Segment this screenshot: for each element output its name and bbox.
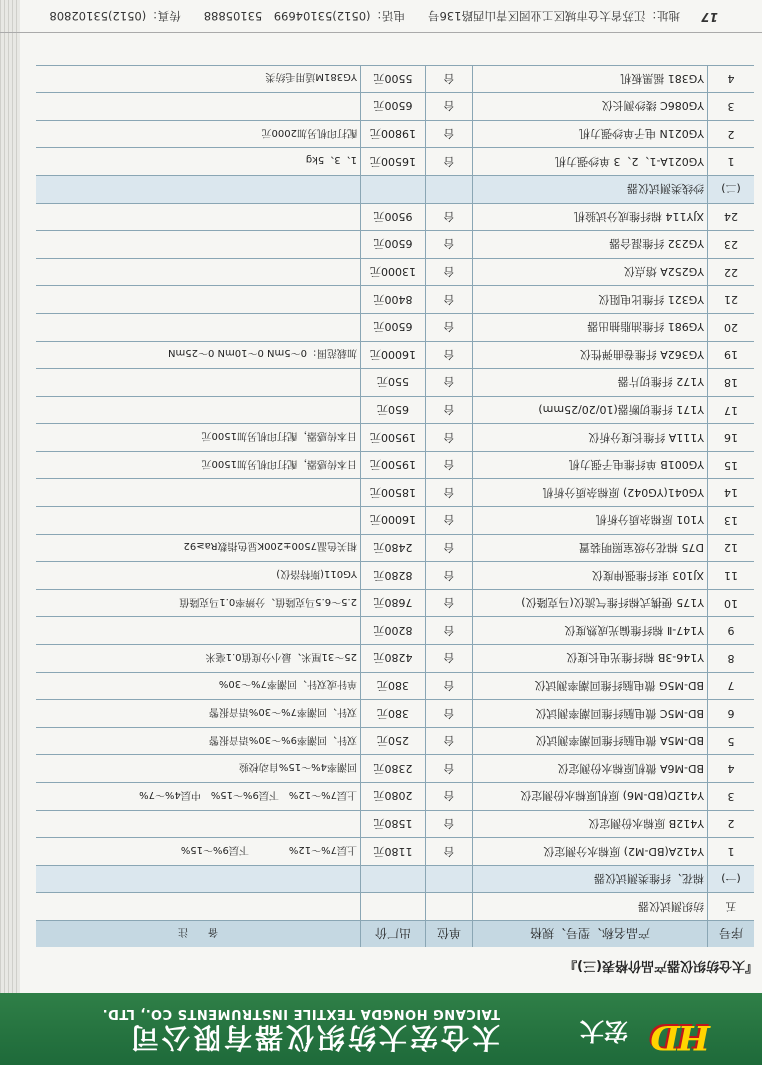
cell-note: 1、3、5kg [36, 148, 361, 176]
cell-note: 上层7%～12% 下层9%～15% [36, 838, 361, 866]
cell-no: 9 [708, 617, 755, 645]
cell-price: 5500元 [361, 65, 426, 93]
cell-price: 6500元 [361, 93, 426, 121]
cell-unit: 台 [426, 203, 473, 231]
cell-no: 1 [708, 148, 755, 176]
cell-name: BD-M5G 微电脑纤维回潮率测试仪 [473, 672, 708, 700]
table-row [36, 424, 754, 452]
cell-note [36, 93, 361, 121]
cell-note: 25～31厘米、最小分度值0.1毫米 [36, 645, 361, 673]
cell-price: 18500元 [361, 479, 426, 507]
cell-no: 6 [708, 700, 755, 728]
cell-price: 2080元 [361, 783, 426, 811]
cell-unit: 台 [426, 148, 473, 176]
table-row [36, 810, 754, 838]
cell-unit: 台 [426, 645, 473, 673]
cell-price: 16000元 [361, 341, 426, 369]
cell-note [36, 313, 361, 341]
table-body [36, 65, 754, 920]
cell-note [36, 396, 361, 424]
table-row [36, 313, 754, 341]
cell-no: 4 [708, 65, 755, 93]
cell-no: 24 [708, 203, 755, 231]
cell-name: XJ103 束纤维强伸度仪 [473, 562, 708, 590]
cell-name: YG321 纤维比电阻仪 [473, 286, 708, 314]
cell-unit: 台 [426, 810, 473, 838]
cell-note: 加载范围：0～5mN 0～10mN 0～25mN [36, 341, 361, 369]
cell-no: 1 [708, 838, 755, 866]
cell-unit: 台 [426, 672, 473, 700]
cell-no: 22 [708, 258, 755, 286]
cell-note [36, 231, 361, 259]
brand-name: 宏大 [580, 1017, 628, 1046]
cell-note: 双针、回潮率7%～30%语音报警 [36, 700, 361, 728]
cell-note [36, 865, 361, 893]
section-row [36, 175, 754, 203]
cell-unit: 台 [426, 286, 473, 314]
table-row [36, 589, 754, 617]
page-footer [0, 0, 762, 33]
cell-price: 2480元 [361, 534, 426, 562]
cell-price: 380元 [361, 672, 426, 700]
cell-price: 16500元 [361, 148, 426, 176]
cell-note: 双针、回潮率9%～30%语音报警 [36, 727, 361, 755]
header-name: 产品名称、型号、规格 [473, 921, 708, 948]
cell-unit: 台 [426, 396, 473, 424]
cell-unit: 台 [426, 700, 473, 728]
cell-note: 日本传感器，配打印机另加1500元 [36, 424, 361, 452]
cell-unit: 台 [426, 120, 473, 148]
cell-note: 配打印机另加2000元 [36, 120, 361, 148]
header-price: 出厂价 [361, 921, 426, 948]
cell-unit: 台 [426, 534, 473, 562]
cell-no: 2 [708, 120, 755, 148]
cell-no: 14 [708, 479, 755, 507]
cell-price: 19500元 [361, 451, 426, 479]
table-row [36, 203, 754, 231]
cell-price: 7680元 [361, 589, 426, 617]
page-number: 17 [701, 10, 718, 24]
cell-note: 相关色温7500±200K显色指数Ra≥92 [36, 534, 361, 562]
cell-name: Y111A 纤维长度分析仪 [473, 424, 708, 452]
table-row [36, 396, 754, 424]
cell-no: 18 [708, 369, 755, 397]
table-row [36, 672, 754, 700]
cell-unit: 台 [426, 313, 473, 341]
cell-no: 4 [708, 755, 755, 783]
cell-note [36, 810, 361, 838]
cell-no: 10 [708, 589, 755, 617]
company-banner [0, 993, 762, 1065]
cell-no: 3 [708, 93, 755, 121]
table-row [36, 479, 754, 507]
cell-no: 12 [708, 534, 755, 562]
cell-price: 8280元 [361, 562, 426, 590]
cell-name: Y412A(BD-M2) 原棉水分测定仪 [473, 838, 708, 866]
cell-unit: 台 [426, 727, 473, 755]
cell-name: D75 棉花分级室照明装置 [473, 534, 708, 562]
cell-no: 五 [708, 893, 755, 921]
cell-unit [426, 865, 473, 893]
table-header-row [36, 921, 754, 948]
cell-price [361, 893, 426, 921]
cell-name: BD-M6A 微机原棉水份测定仪 [473, 755, 708, 783]
cell-no: 11 [708, 562, 755, 590]
cell-no: 16 [708, 424, 755, 452]
table-row [36, 341, 754, 369]
page-stack-edges [0, 0, 20, 1065]
cell-note [36, 175, 361, 203]
cell-unit [426, 893, 473, 921]
cell-name: YG086C 缕纱测长仪 [473, 93, 708, 121]
table-row [36, 893, 754, 921]
cell-price: 250元 [361, 727, 426, 755]
cell-no: 13 [708, 507, 755, 535]
cell-unit [426, 175, 473, 203]
cell-name: BD-M5A 微电脑纤维回潮率测试仪 [473, 727, 708, 755]
table-row [36, 534, 754, 562]
table-row [36, 120, 754, 148]
cell-note: 日本传感器，配打印机另加1500元 [36, 451, 361, 479]
cell-price: 8200元 [361, 617, 426, 645]
cell-no: 20 [708, 313, 755, 341]
cell-name: Y101 原棉杂质分析机 [473, 507, 708, 535]
cell-note [36, 479, 361, 507]
cell-price: 6500元 [361, 231, 426, 259]
cell-no: (一) [708, 865, 755, 893]
cell-unit: 台 [426, 258, 473, 286]
cell-no: (二) [708, 175, 755, 203]
cell-name: Y172 纤维切片器 [473, 369, 708, 397]
cell-no: 5 [708, 727, 755, 755]
cell-name: BD-M5C 微电脑纤维回潮率测试仪 [473, 700, 708, 728]
hd-logo: HD [652, 1017, 710, 1057]
cell-price: 550元 [361, 369, 426, 397]
cell-unit: 台 [426, 479, 473, 507]
table-row [36, 562, 754, 590]
header-no: 序号 [708, 921, 755, 948]
cell-price: 16000元 [361, 507, 426, 535]
company-name-cn: 太仓宏大纺织仪器有限公司 [127, 1021, 500, 1054]
cell-unit: 台 [426, 231, 473, 259]
cell-name: YG041(YG042) 原棉杂质分析机 [473, 479, 708, 507]
cell-name: YG381 摇黑板机 [473, 65, 708, 93]
table-row [36, 451, 754, 479]
cell-name: Y412D(BD-M6) 原机原棉水份测定仪 [473, 783, 708, 811]
cell-price: 4280元 [361, 645, 426, 673]
cell-unit: 台 [426, 93, 473, 121]
cell-note: YG011(斯特洛仪) [36, 562, 361, 590]
table-row [36, 755, 754, 783]
table-row [36, 617, 754, 645]
table-row [36, 645, 754, 673]
table-row [36, 727, 754, 755]
cell-price: 6500元 [361, 313, 426, 341]
cell-price [361, 865, 426, 893]
table-row [36, 93, 754, 121]
cell-no: 19 [708, 341, 755, 369]
table-row [36, 783, 754, 811]
cell-note [36, 258, 361, 286]
cell-price: 19800元 [361, 120, 426, 148]
price-table [36, 65, 754, 947]
cell-name: YG021N 电子单纱强力机 [473, 120, 708, 148]
cell-note: 上层7%～12% 下层9%～15% 中层4%～7% [36, 783, 361, 811]
cell-unit: 台 [426, 838, 473, 866]
cell-name: YG021A-1、2、3 单纱强力机 [473, 148, 708, 176]
header-note: 备 注 [36, 921, 361, 948]
cell-name: Y147-Ⅱ 棉纤维偏光成熟度仪 [473, 617, 708, 645]
cell-name: XJY114 棉纤维成分试验机 [473, 203, 708, 231]
table-row [36, 838, 754, 866]
cell-note [36, 286, 361, 314]
table-row [36, 700, 754, 728]
cell-name: Y175 便携式棉纤维气流仪(马克隆仪) [473, 589, 708, 617]
cell-note [36, 507, 361, 535]
cell-no: 8 [708, 645, 755, 673]
cell-price: 8400元 [361, 286, 426, 314]
cell-note: 回潮率4%～15%自动校验 [36, 755, 361, 783]
cell-price: 19500元 [361, 424, 426, 452]
cell-unit: 台 [426, 755, 473, 783]
cell-name: YG001B 单纤维电子强力机 [473, 451, 708, 479]
cell-unit: 台 [426, 617, 473, 645]
cell-unit: 台 [426, 65, 473, 93]
cell-name: 纺织测试仪器 [473, 893, 708, 921]
cell-no: 17 [708, 396, 755, 424]
cell-note [36, 369, 361, 397]
cell-name: Y171 纤维切断器(10/20/25mm) [473, 396, 708, 424]
company-name-en: TAICANG HONGDA TEXTILE INSTRUMENTS CO., LTD. [102, 1006, 500, 1021]
cell-unit: 台 [426, 451, 473, 479]
cell-name: YG362A 纤维卷曲弹性仪 [473, 341, 708, 369]
cell-note [36, 617, 361, 645]
table-row [36, 286, 754, 314]
cell-name: Y412B 原棉水份测定仪 [473, 810, 708, 838]
cell-unit: 台 [426, 562, 473, 590]
cell-no: 23 [708, 231, 755, 259]
cell-unit: 台 [426, 369, 473, 397]
table-row [36, 369, 754, 397]
cell-note [36, 203, 361, 231]
cell-unit: 台 [426, 783, 473, 811]
table-row [36, 65, 754, 93]
cell-note [36, 893, 361, 921]
table-row [36, 258, 754, 286]
table-row [36, 231, 754, 259]
cell-price: 9500元 [361, 203, 426, 231]
header-unit: 单位 [426, 921, 473, 948]
section-row [36, 865, 754, 893]
cell-name: 棉花、纤维类测试仪器 [473, 865, 708, 893]
cell-unit: 台 [426, 424, 473, 452]
cell-note: YG381M适用毛纺类 [36, 65, 361, 93]
cell-price: 650元 [361, 396, 426, 424]
cell-name: Y146-3B 棉纤维光电长度仪 [473, 645, 708, 673]
cell-price: 1180元 [361, 838, 426, 866]
contact-address: 地址：江苏省太仓市城区工业园区青山西路136号 电话：(0512)53104699 53105888 传真：(0512)53102808 [49, 9, 680, 23]
cell-no: 15 [708, 451, 755, 479]
cell-note: 2.5～6.5马克隆值、分辨率0.1马克隆值 [36, 589, 361, 617]
table-row [36, 148, 754, 176]
cell-price: 1580元 [361, 810, 426, 838]
cell-no: 2 [708, 810, 755, 838]
cell-no: 3 [708, 783, 755, 811]
cell-name: YG252A 熔点仪 [473, 258, 708, 286]
cell-unit: 台 [426, 589, 473, 617]
cell-name: 纱线类测试仪器 [473, 175, 708, 203]
cell-no: 7 [708, 672, 755, 700]
cell-price: 380元 [361, 700, 426, 728]
cell-price [361, 175, 426, 203]
cell-no: 21 [708, 286, 755, 314]
cell-unit: 台 [426, 341, 473, 369]
cell-unit: 台 [426, 507, 473, 535]
table-row [36, 507, 754, 535]
cell-note: 单针或双针、回潮率7%～30% [36, 672, 361, 700]
cell-price: 2380元 [361, 755, 426, 783]
price-list-subtitle: 『太仓纺织仪器产品价格表(三)』 [564, 958, 758, 973]
cell-price: 13000元 [361, 258, 426, 286]
cell-name: YG232 纤维混合器 [473, 231, 708, 259]
cell-name: YG981 纤维油脂抽出器 [473, 313, 708, 341]
